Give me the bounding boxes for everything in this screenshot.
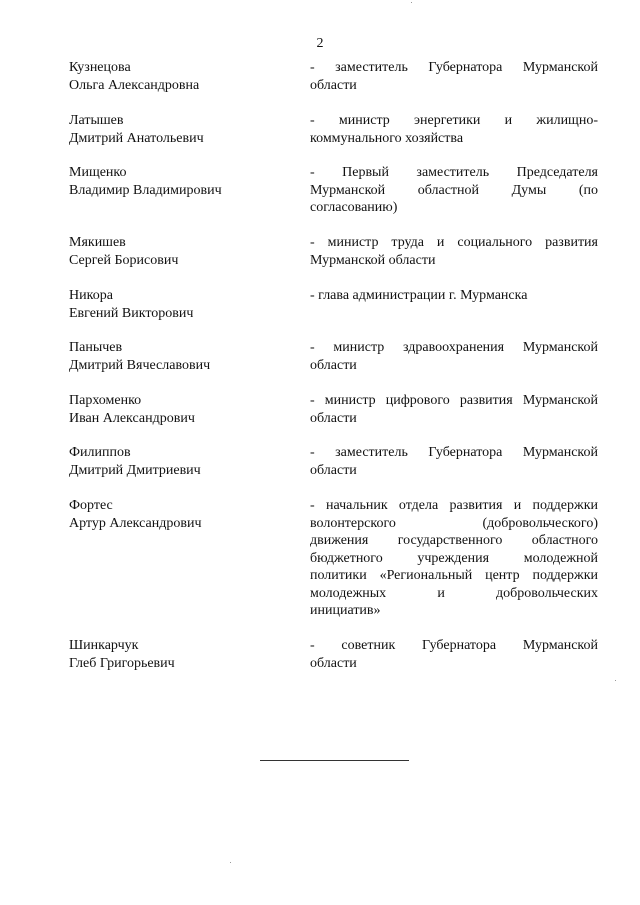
member-position (310, 339, 598, 374)
member-surname: Никора (69, 288, 113, 303)
position-line: - министр здравоохранения Мурманской (310, 340, 598, 355)
member-position (310, 59, 598, 94)
closing-separator-line (260, 760, 409, 761)
page-number: 2 (316, 36, 324, 51)
member-surname: Шинкарчук (69, 638, 139, 653)
position-line: - заместитель Губернатора Мурманской (310, 445, 598, 460)
member-position (310, 112, 598, 147)
member-position (310, 497, 598, 620)
position-line: - министр энергетики и жилищно- (310, 113, 598, 128)
member-given-names: Артур Александрович (69, 515, 202, 531)
member-given-names: Дмитрий Дмитриевич (69, 462, 201, 478)
position-line: Мурманской областной Думы (по (310, 182, 598, 198)
position-line: политики «Региональный центр поддержки (310, 568, 598, 583)
member-name (69, 497, 299, 532)
position-line: бюджетного учреждения молодежной (310, 550, 598, 566)
member-surname: Кузнецова (69, 60, 131, 75)
scan-speck (411, 2, 412, 3)
member-surname: Мищенко (69, 165, 127, 180)
position-line: инициатив» (310, 603, 381, 618)
member-position (310, 637, 598, 672)
member-name (69, 59, 299, 94)
scan-speck (615, 680, 616, 681)
position-line: области (310, 410, 357, 426)
member-surname: Мякишев (69, 235, 126, 250)
member-surname: Пархоменко (69, 393, 142, 408)
member-surname: Филиппов (69, 445, 131, 460)
position-line: молодежных и добровольческих (310, 585, 598, 601)
member-name (69, 392, 299, 427)
member-name (69, 234, 299, 269)
position-line: согласованию) (310, 200, 398, 215)
member-surname: Латышев (69, 113, 124, 128)
position-line: - советник Губернатора Мурманской (310, 638, 598, 653)
position-line: - заместитель Губернатора Мурманской (310, 60, 598, 75)
member-position (310, 234, 598, 269)
member-given-names: Ольга Александровна (69, 77, 200, 93)
member-name (69, 339, 299, 374)
member-surname: Панычев (69, 340, 123, 355)
member-name (69, 637, 299, 672)
member-given-names: Иван Александрович (69, 410, 195, 426)
position-line: области (310, 655, 357, 671)
position-line: - министр цифрового развития Мурманской (310, 393, 598, 408)
member-position (310, 164, 598, 217)
member-given-names: Владимир Владимирович (69, 182, 222, 198)
position-line: - глава администрации г. Мурманска (310, 288, 528, 303)
member-name (69, 444, 299, 479)
member-given-names: Сергей Борисович (69, 252, 179, 268)
member-given-names: Евгений Викторович (69, 305, 194, 321)
member-name (69, 164, 299, 199)
member-position (310, 392, 598, 427)
position-line: - министр труда и социального развития (310, 235, 598, 250)
member-name (69, 287, 299, 322)
member-position (310, 444, 598, 479)
position-line: области (310, 357, 357, 373)
position-line: движения государственного областного (310, 533, 598, 548)
position-line: коммунального хозяйства (310, 130, 464, 146)
member-position (310, 287, 598, 305)
member-name (69, 112, 299, 147)
scan-speck (230, 862, 231, 863)
position-line: Мурманской области (310, 252, 436, 268)
position-line: - начальник отдела развития и поддержки (310, 498, 598, 513)
position-line: области (310, 77, 357, 93)
member-given-names: Дмитрий Анатольевич (69, 130, 204, 146)
position-line: волонтерского (добровольческого) (310, 515, 598, 531)
position-line: области (310, 462, 357, 478)
position-line: - Первый заместитель Председателя (310, 165, 598, 180)
member-given-names: Глеб Григорьевич (69, 655, 175, 671)
member-given-names: Дмитрий Вячеславович (69, 357, 211, 373)
member-surname: Фортес (69, 498, 113, 513)
